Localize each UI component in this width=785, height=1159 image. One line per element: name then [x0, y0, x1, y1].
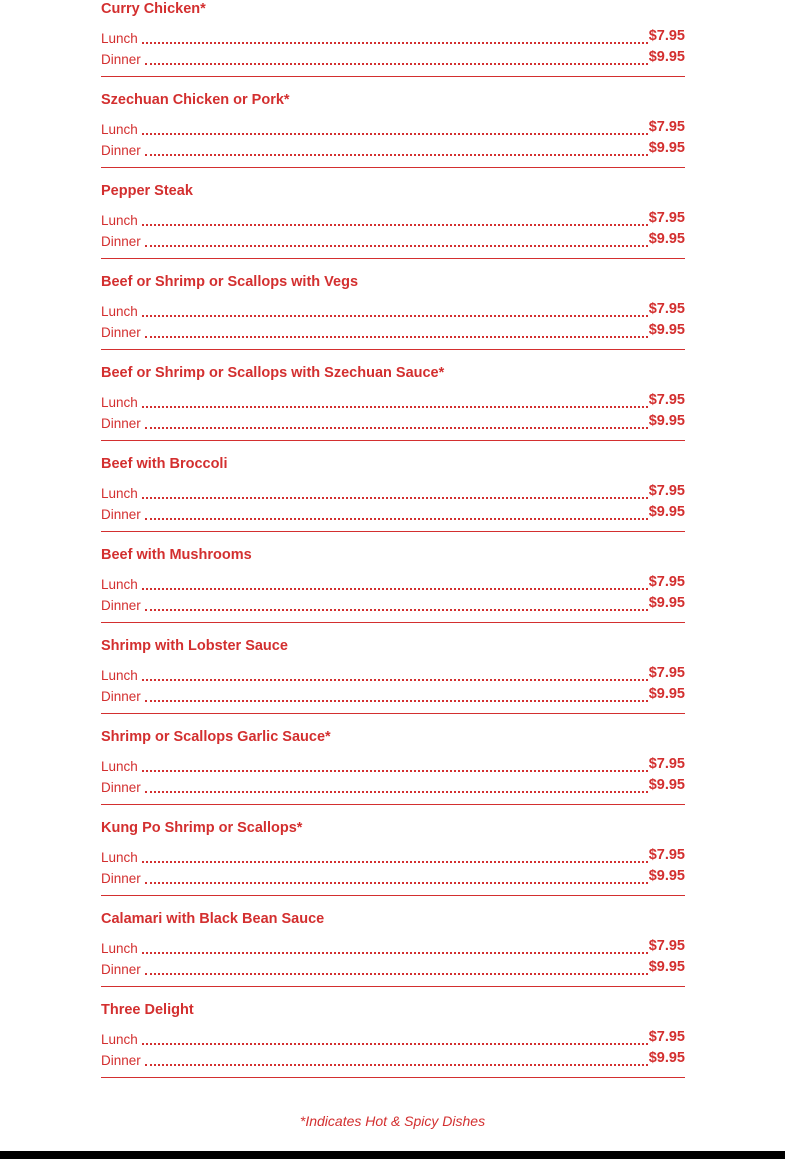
item-divider	[101, 531, 685, 532]
dinner-price-row	[101, 229, 685, 249]
dinner-price: $9.95	[648, 49, 685, 65]
menu-item	[101, 455, 685, 546]
item-divider	[101, 258, 685, 259]
dinner-price: $9.95	[648, 413, 685, 429]
dinner-price-row	[101, 775, 685, 795]
dinner-price-row	[101, 138, 685, 158]
dot-leader	[145, 700, 648, 702]
dinner-label: Dinner	[101, 325, 141, 340]
spicy-footnote: *Indicates Hot & Spicy Dishes	[299, 1113, 486, 1129]
lunch-price-row	[101, 208, 685, 228]
item-divider	[101, 804, 685, 805]
dinner-label: Dinner	[101, 416, 141, 431]
menu-list	[101, 0, 685, 1092]
menu-item-title: Shrimp or Scallops Garlic Sauce*	[101, 729, 331, 745]
lunch-label: Lunch	[101, 486, 138, 501]
dinner-price: $9.95	[648, 777, 685, 793]
lunch-price: $7.95	[648, 392, 685, 408]
dot-leader	[145, 1064, 648, 1066]
dinner-price-row	[101, 1048, 685, 1068]
menu-item	[101, 819, 685, 910]
menu-item-title: Beef with Mushrooms	[101, 547, 252, 563]
lunch-label: Lunch	[101, 213, 138, 228]
lunch-label: Lunch	[101, 304, 138, 319]
dinner-label: Dinner	[101, 143, 141, 158]
menu-item-title: Beef with Broccoli	[101, 456, 228, 472]
menu-item	[101, 546, 685, 637]
lunch-price: $7.95	[648, 28, 685, 44]
menu-item	[101, 91, 685, 182]
dinner-price: $9.95	[648, 686, 685, 702]
menu-item	[101, 1001, 685, 1092]
lunch-price: $7.95	[648, 574, 685, 590]
item-divider	[101, 167, 685, 168]
dinner-label: Dinner	[101, 871, 141, 886]
dinner-label: Dinner	[101, 1053, 141, 1068]
lunch-price: $7.95	[648, 119, 685, 135]
dot-leader	[145, 791, 648, 793]
lunch-price: $7.95	[648, 847, 685, 863]
lunch-label: Lunch	[101, 577, 138, 592]
menu-item-title: Shrimp with Lobster Sauce	[101, 638, 288, 654]
menu-item	[101, 182, 685, 273]
item-divider	[101, 713, 685, 714]
menu-item	[101, 273, 685, 364]
menu-item-title: Curry Chicken*	[101, 1, 206, 17]
lunch-label: Lunch	[101, 850, 138, 865]
lunch-price: $7.95	[648, 756, 685, 772]
dot-leader	[145, 518, 648, 520]
dot-leader	[145, 973, 648, 975]
menu-item-title: Three Delight	[101, 1002, 194, 1018]
dinner-label: Dinner	[101, 962, 141, 977]
dot-leader	[145, 63, 648, 65]
dinner-price: $9.95	[648, 322, 685, 338]
item-divider	[101, 986, 685, 987]
dinner-label: Dinner	[101, 507, 141, 522]
lunch-price: $7.95	[648, 938, 685, 954]
item-divider	[101, 622, 685, 623]
menu-item-title: Beef or Shrimp or Scallops with Szechuan Sauce*	[101, 365, 445, 381]
menu-item-title: Szechuan Chicken or Pork*	[101, 92, 290, 108]
lunch-price-row	[101, 845, 685, 865]
lunch-label: Lunch	[101, 1032, 138, 1047]
menu-item	[101, 0, 685, 91]
dinner-label: Dinner	[101, 234, 141, 249]
dinner-price-row	[101, 866, 685, 886]
dot-leader	[145, 427, 648, 429]
lunch-price-row	[101, 390, 685, 410]
dinner-price-row	[101, 593, 685, 613]
dot-leader	[145, 609, 648, 611]
dinner-price-row	[101, 502, 685, 522]
dot-leader	[142, 315, 648, 317]
lunch-price-row	[101, 117, 685, 137]
dot-leader	[142, 588, 648, 590]
dot-leader	[142, 952, 648, 954]
menu-item-title: Pepper Steak	[101, 183, 193, 199]
lunch-price: $7.95	[648, 210, 685, 226]
lunch-price: $7.95	[648, 301, 685, 317]
dinner-price: $9.95	[648, 140, 685, 156]
dot-leader	[145, 154, 648, 156]
menu-item	[101, 364, 685, 455]
dinner-price: $9.95	[648, 504, 685, 520]
menu-item	[101, 637, 685, 728]
dot-leader	[142, 497, 648, 499]
dot-leader	[142, 42, 648, 44]
lunch-price-row	[101, 26, 685, 46]
item-divider	[101, 349, 685, 350]
dinner-price-row	[101, 411, 685, 431]
item-divider	[101, 1077, 685, 1078]
dinner-label: Dinner	[101, 598, 141, 613]
dot-leader	[142, 770, 648, 772]
menu-item-title: Kung Po Shrimp or Scallops*	[101, 820, 303, 836]
item-divider	[101, 76, 685, 77]
dinner-price: $9.95	[648, 868, 685, 884]
lunch-label: Lunch	[101, 941, 138, 956]
lunch-label: Lunch	[101, 395, 138, 410]
dot-leader	[142, 406, 648, 408]
lunch-label: Lunch	[101, 31, 138, 46]
menu-item-title: Beef or Shrimp or Scallops with Vegs	[101, 274, 359, 290]
dinner-price-row	[101, 684, 685, 704]
lunch-price: $7.95	[648, 483, 685, 499]
dinner-price-row	[101, 957, 685, 977]
dinner-price: $9.95	[648, 595, 685, 611]
dinner-label: Dinner	[101, 780, 141, 795]
dot-leader	[145, 336, 648, 338]
lunch-price-row	[101, 754, 685, 774]
lunch-price: $7.95	[648, 665, 685, 681]
menu-item	[101, 728, 685, 819]
lunch-price-row	[101, 1027, 685, 1047]
dinner-label: Dinner	[101, 689, 141, 704]
lunch-price-row	[101, 936, 685, 956]
dot-leader	[142, 1043, 648, 1045]
lunch-label: Lunch	[101, 122, 138, 137]
dot-leader	[145, 882, 648, 884]
lunch-price-row	[101, 572, 685, 592]
dot-leader	[142, 679, 648, 681]
menu-item	[101, 910, 685, 1001]
lunch-price-row	[101, 663, 685, 683]
dinner-price: $9.95	[648, 959, 685, 975]
item-divider	[101, 895, 685, 896]
dinner-price: $9.95	[648, 231, 685, 247]
dinner-price-row	[101, 47, 685, 67]
dot-leader	[145, 245, 648, 247]
item-divider	[101, 440, 685, 441]
dinner-label: Dinner	[101, 52, 141, 67]
lunch-label: Lunch	[101, 668, 138, 683]
dinner-price: $9.95	[648, 1050, 685, 1066]
lunch-price: $7.95	[648, 1029, 685, 1045]
dot-leader	[142, 133, 648, 135]
lunch-price-row	[101, 481, 685, 501]
lunch-price-row	[101, 299, 685, 319]
menu-item-title: Calamari with Black Bean Sauce	[101, 911, 325, 927]
dot-leader	[142, 224, 648, 226]
dinner-price-row	[101, 320, 685, 340]
dot-leader	[142, 861, 648, 863]
footer-bar	[0, 1151, 785, 1159]
lunch-label: Lunch	[101, 759, 138, 774]
